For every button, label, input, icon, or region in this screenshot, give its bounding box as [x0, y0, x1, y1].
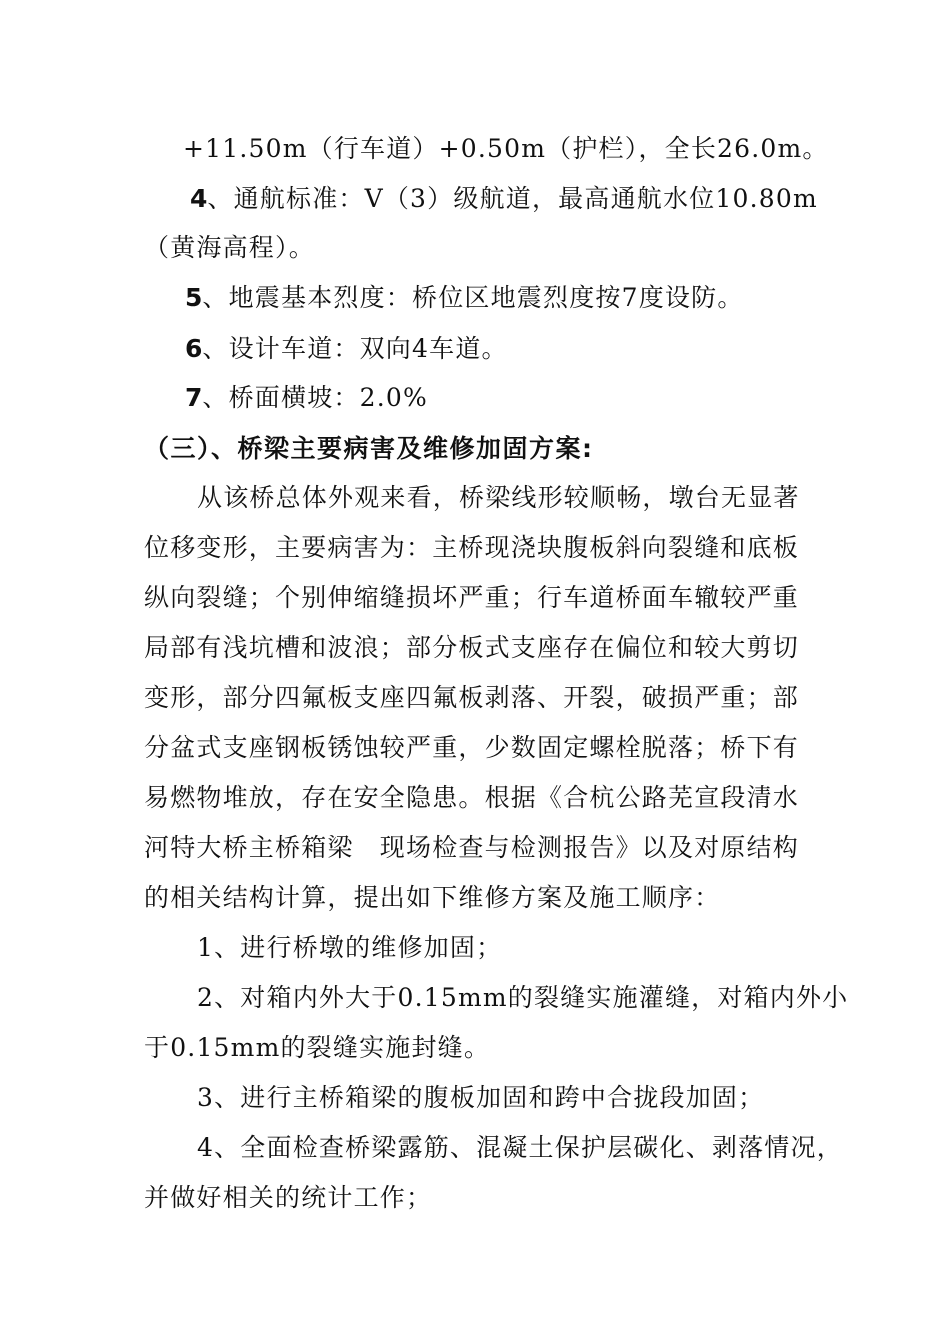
paragraph-line: 河特大桥主桥箱梁 现场检查与检测报告》以及对原结构: [144, 833, 800, 862]
spec-lanes-number: 6: [185, 334, 203, 363]
paragraph-line: 的相关结构计算，提出如下维修方案及施工顺序：: [144, 883, 721, 912]
section-heading: （三）、桥梁主要病害及维修加固方案:: [144, 434, 594, 463]
spec-width-continuation: +11.50m（行车道）+0.50m（护栏），全长26.0m。: [183, 134, 829, 163]
step-item-continuation: 并做好相关的统计工作；: [144, 1183, 433, 1212]
spec-cross-slope-number: 7: [185, 383, 203, 412]
spec-cross-slope: [185, 382, 428, 414]
spec-navigation-continuation: （黄海高程）。: [144, 233, 315, 262]
paragraph-line: 局部有浅坑槽和波浪；部分板式支座存在偏位和较大剪切: [144, 633, 800, 662]
paragraph-line: 从该桥总体外观来看，桥梁线形较顺畅，墩台无显著: [197, 483, 800, 512]
spec-seismic: [185, 282, 744, 314]
spec-navigation-number: 4: [190, 184, 208, 213]
paragraph-line: 位移变形，主要病害为：主桥现浇块腹板斜向裂缝和底板: [144, 533, 800, 562]
paragraph-line: 易燃物堆放，存在安全隐患。根据《合杭公路芜宣段清水: [144, 783, 800, 812]
step-item: 4、全面检查桥梁露筋、混凝土保护层碳化、剥落情况，: [197, 1133, 843, 1162]
paragraph-line: 纵向裂缝；个别伸缩缝损坏严重；行车道桥面车辙较严重: [144, 583, 800, 612]
spec-lanes: [185, 333, 508, 365]
spec-cross-slope-text: 、桥面横坡：2.0%: [202, 383, 428, 412]
paragraph-line: 分盆式支座钢板锈蚀较严重，少数固定螺栓脱落；桥下有: [144, 733, 800, 762]
spec-seismic-number: 5: [185, 283, 203, 312]
step-item: 1、进行桥墩的维修加固；: [197, 933, 503, 962]
spec-navigation-text: 、通航标准：Ⅴ（3）级航道，最高通航水位10.80m: [207, 184, 818, 213]
step-item: 2、对箱内外大于0.15mm的裂缝实施灌缝，对箱内外小: [197, 983, 849, 1012]
step-item-continuation: 于0.15mm的裂缝实施封缝。: [144, 1033, 491, 1062]
spec-navigation: [190, 183, 818, 215]
spec-seismic-text: 、地震基本烈度：桥位区地震烈度按7度设防。: [202, 283, 744, 312]
spec-lanes-text: 、设计车道：双向4车道。: [202, 334, 508, 363]
step-item: 3、进行主桥箱梁的腹板加固和跨中合拢段加固；: [197, 1083, 765, 1112]
paragraph-line: 变形，部分四氟板支座四氟板剥落、开裂，破损严重；部: [144, 683, 800, 712]
